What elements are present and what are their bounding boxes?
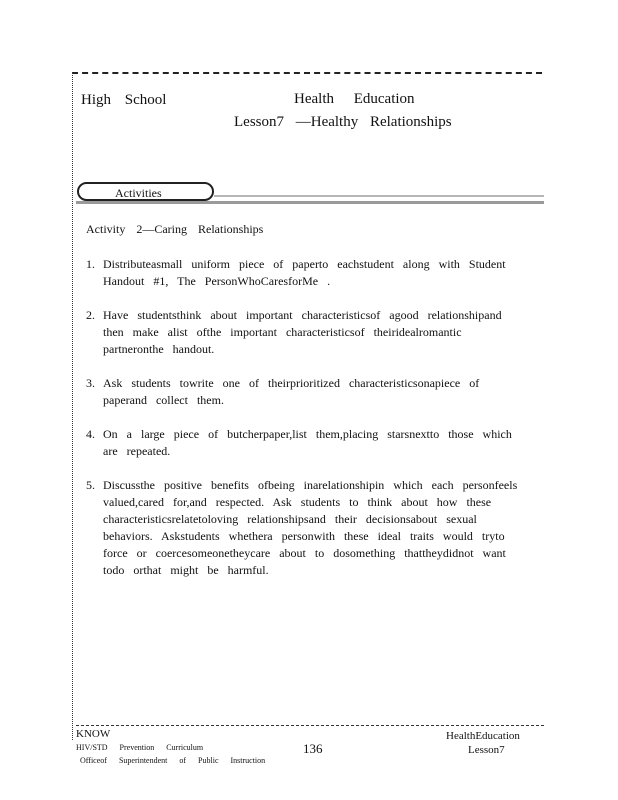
step-text: Have studentsthink about important characteristicsof agood relationshipand then make alist ofthe important characteristicsof theiridealromantic partneronthe handout. [103, 308, 502, 356]
activities-tab-label: Activities [115, 186, 162, 200]
footer-curriculum: HIV/STD Prevention Curriculum [76, 743, 204, 752]
list-item [86, 307, 526, 358]
step-number: 5. [86, 478, 95, 492]
step-number: 2. [86, 308, 95, 322]
header-subject: Health Education [294, 91, 415, 107]
step-text: Distributeasmall uniform piece of paperto eachstudent along with Student Handout #1, The PersonWhoCaresforMe . [103, 257, 506, 288]
step-text: On a large piece of butcherpaper,list them,placing starsnextto those which are repeated. [103, 427, 512, 458]
footer-office: Officeof Superintendent of Public Instruction [80, 756, 266, 765]
list-item [86, 477, 526, 579]
header-school: High School [81, 92, 167, 108]
step-number: 3. [86, 376, 95, 390]
page-number: 136 [303, 741, 323, 756]
section-bar-line [214, 195, 544, 197]
section-bar-line [76, 201, 544, 204]
header-lesson-title: Lesson7 —Healthy Relationships [234, 114, 452, 130]
activity-title: Activity 2—Caring Relationships [86, 222, 264, 236]
step-number: 1. [86, 257, 95, 271]
step-text: Ask students towrite one of theirprioritized characteristicsonapiece of paperand collect them. [103, 376, 480, 407]
list-item [86, 256, 526, 290]
activity-steps-list [86, 256, 526, 596]
activities-section-tab [77, 182, 214, 201]
list-item [86, 426, 526, 460]
step-number: 4. [86, 427, 95, 441]
top-dashed-rule [72, 72, 542, 74]
footer-dashed-rule [76, 725, 544, 726]
footer-lesson: Lesson7 [468, 744, 505, 756]
list-item [86, 375, 526, 409]
footer-program-name: KNOW [76, 728, 111, 740]
footer-subject: HealthEducation [446, 730, 520, 742]
step-text: Discussthe positive benefits ofbeing inarelationshipin which each personfeels valued,cared for,and respected. Ask students to think about how these characteristicsrelatetoloving relationshipsand their decisionsabout sexual behaviors. Askstudents whethera personwith these ideal traits would tryto force or coercesomeonetheycare about to dosomething thattheydidnot want todo orthat might be harmful. [103, 478, 518, 577]
left-dotted-rule [72, 72, 73, 740]
